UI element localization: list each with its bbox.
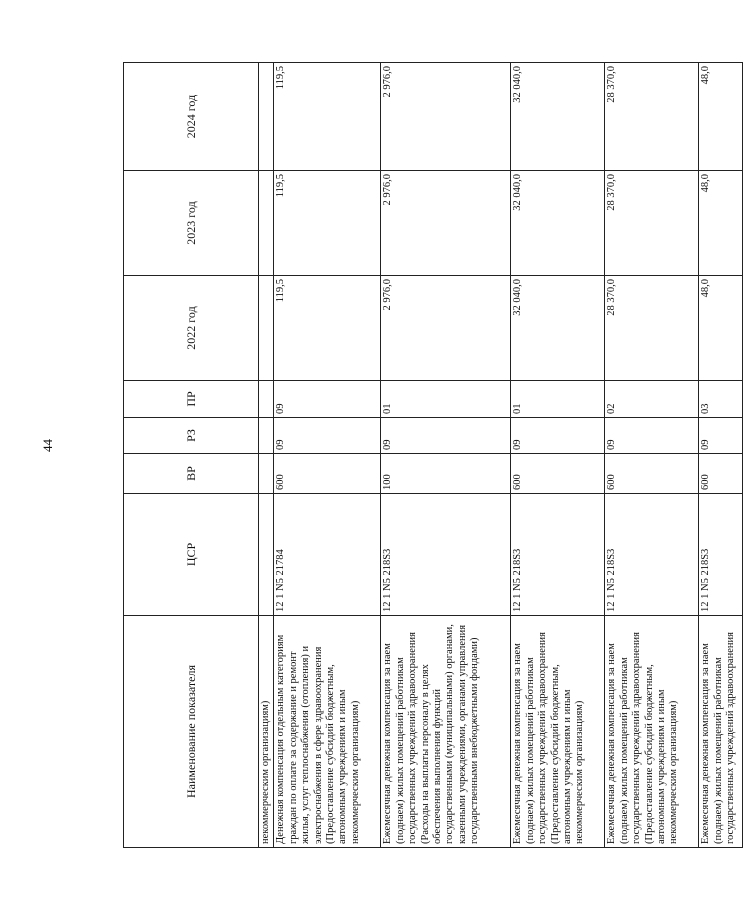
cell-2024: 32 040,0 [511, 63, 605, 171]
cell-rz: 09 [381, 418, 511, 454]
page-number: 44 [40, 439, 55, 452]
cell-pr: 01 [511, 381, 605, 418]
cell-vr: 600 [699, 454, 743, 494]
cell-2024: 2 976,0 [381, 63, 511, 171]
cell-rz: 09 [511, 418, 605, 454]
cell-2024: 28 370,0 [605, 63, 699, 171]
header-2024: 2024 год [124, 63, 259, 171]
cell-pr: 01 [381, 381, 511, 418]
header-2023: 2023 год [124, 171, 259, 276]
header-name: Наименование показателя [124, 616, 259, 848]
header-rz: РЗ [124, 418, 259, 454]
cell-csr: 12 1 N5 218S3 [511, 494, 605, 616]
cell-rz: 09 [699, 418, 743, 454]
cell-name: Ежемесячная денежная компенсация за наем (поднаем) жилых помещений работникам государственных учреждений здравоохранения (Расходы на выплаты персоналу в целях обеспечения выполнения функций государственными (муниципальными) органами, казенными учреждениями, органами управления государственными внебюджетными фондами) [381, 616, 511, 848]
table-row [699, 63, 743, 848]
table-row [274, 63, 381, 848]
cell-csr: 12 1 N5 218S3 [381, 494, 511, 616]
header-pr: ПР [124, 381, 259, 418]
cell-vr: 100 [381, 454, 511, 494]
budget-table [123, 62, 743, 848]
cell-2024: 119,5 [274, 63, 381, 171]
cell-2022: 119,5 [274, 276, 381, 381]
cell-csr: 12 1 N5 218S3 [699, 494, 743, 616]
cell-pr: 02 [605, 381, 699, 418]
table-row [259, 63, 274, 848]
cell-2023: 2 976,0 [381, 171, 511, 276]
cell-2023: 48,0 [699, 171, 743, 276]
cell-rz: 09 [605, 418, 699, 454]
cell-vr: 600 [274, 454, 381, 494]
cell-csr: 12 1 N5 21784 [274, 494, 381, 616]
budget-table-rotated [123, 63, 737, 848]
cell-2024: 48,0 [699, 63, 743, 171]
cell-pr: 03 [699, 381, 743, 418]
cell-2023: 119,5 [274, 171, 381, 276]
cell-name: Ежемесячная денежная компенсация за наем (поднаем) жилых помещений работникам государственных учреждений здравоохранения [699, 616, 743, 848]
header-csr: ЦСР [124, 494, 259, 616]
cell-2023: 28 370,0 [605, 171, 699, 276]
cell-csr [259, 494, 274, 616]
cell-vr [259, 454, 274, 494]
cell-2022: 48,0 [699, 276, 743, 381]
cell-2022: 28 370,0 [605, 276, 699, 381]
table-row [381, 63, 511, 848]
cell-name: некоммерческим организациям) [259, 616, 274, 848]
header-vr: ВР [124, 454, 259, 494]
cell-2022 [259, 276, 274, 381]
cell-2023 [259, 171, 274, 276]
cell-vr: 600 [605, 454, 699, 494]
header-2022: 2022 год [124, 276, 259, 381]
cell-2022: 2 976,0 [381, 276, 511, 381]
cell-2022: 32 040,0 [511, 276, 605, 381]
cell-csr: 12 1 N5 218S3 [605, 494, 699, 616]
cell-2023: 32 040,0 [511, 171, 605, 276]
table-row [605, 63, 699, 848]
cell-name: Ежемесячная денежная компенсация за наем (поднаем) жилых помещений работникам государственных учреждений здравоохранения (Предоставление субсидий бюджетным, автономным учреждениям и иным некоммерческим организациям) [511, 616, 605, 848]
header-row [124, 63, 259, 848]
cell-pr: 09 [274, 381, 381, 418]
cell-rz: 09 [274, 418, 381, 454]
cell-name: Ежемесячная денежная компенсация за наем (поднаем) жилых помещений работникам государственных учреждений здравоохранения (Предоставление субсидий бюджетным, автономным учреждениям и иным некоммерческим организациям) [605, 616, 699, 848]
cell-2024 [259, 63, 274, 171]
cell-pr [259, 381, 274, 418]
cell-vr: 600 [511, 454, 605, 494]
table-row [511, 63, 605, 848]
cell-name: Денежная компенсация отдельным категориям граждан по оплате за содержание и ремонт жилья, услуг теплоснабжения (отопления) и электроснабжения в сфере здравоохранения (Предоставление субсидий бюджетным, автономным учреждениям и иным некоммерческим организациям) [274, 616, 381, 848]
cell-rz [259, 418, 274, 454]
